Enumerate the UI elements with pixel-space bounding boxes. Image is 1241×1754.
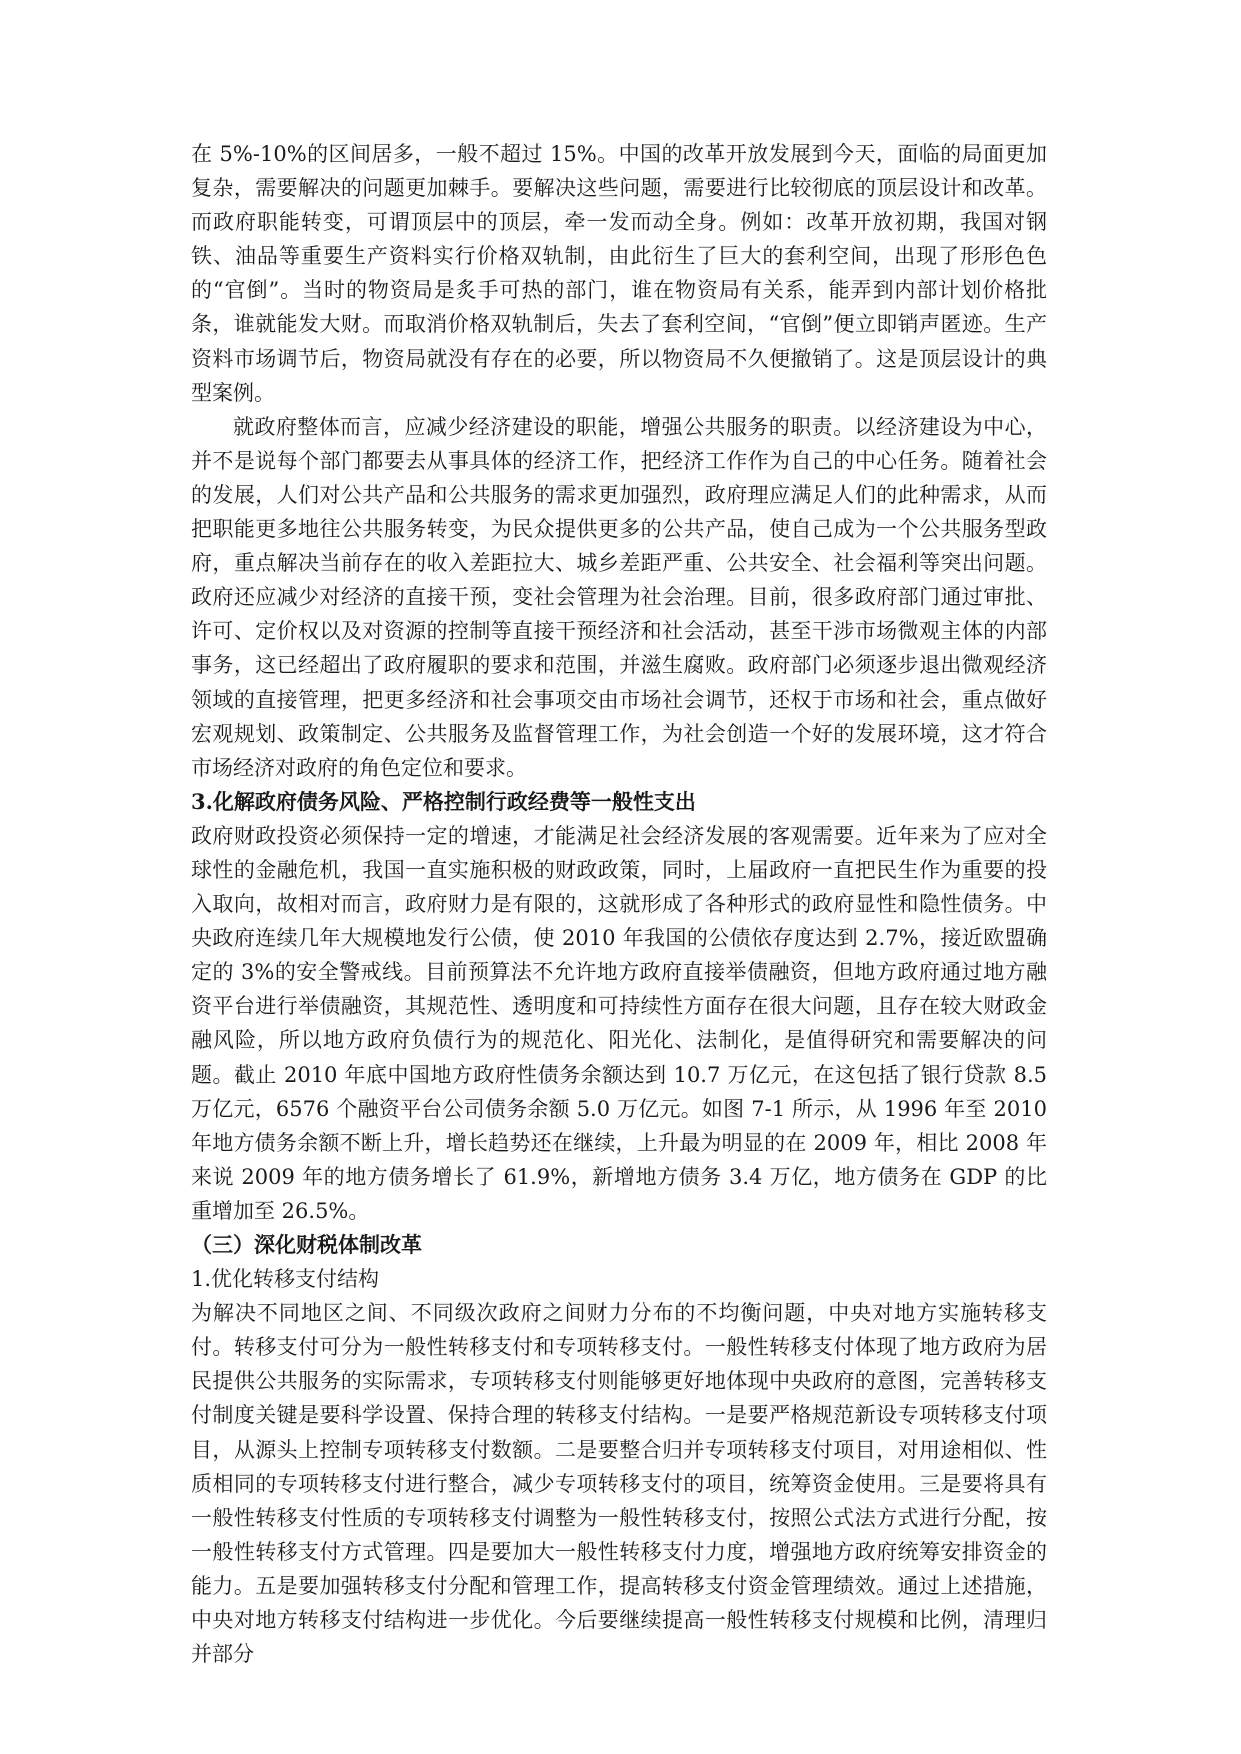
section-heading-fiscal-reform: （三）深化财税体制改革 xyxy=(191,1232,422,1257)
paragraph-government-functions: 就政府整体而言，应减少经济建设的职能，增强公共服务的职责。以经济建设为中心，并不是说每个部门都要去从事具体的经济工作，把经济工作作为自己的中心任务。随着社会的发展，人们对公共产品和公共服务的需求更加强烈，政府理应满足人们的此种需求，从而把职能更多地往公共服务转变，为民众提供更多的公共产品，使自己成为一个公共服务型政府，重点解决当前存在的收入差距拉大、城乡差距严重、公共安全、社会福利等突出问题。政府还应减少对经济的直接干预，变社会管理为社会治理。目前，很多政府部门通过审批、许可、定价权以及对资源的控制等直接干预经济和社会活动，甚至干涉市场微观主体的内部事务，这已经超出了政府履职的要求和范围，并滋生腐败。政府部门必须逐步退出微观经济领域的直接管理，把更多经济和社会事项交由市场社会调节，还权于市场和社会，重点做好宏观规划、政策制定、公共服务及监督管理工作，为社会创造一个好的发展环境，这才符合市场经济对政府的角色定位和要求。 xyxy=(191,414,1047,780)
subheading-transfer-payment: 1.优化转移支付结构 xyxy=(191,1267,380,1292)
paragraph-transfer-payment: 为解决不同地区之间、不同级次政府之间财力分布的不均衡问题，中央对地方实施转移支付。转移支付可分为一般性转移支付和专项转移支付。一般性转移支付体现了地方政府为居民提供公共服务的实际需求，专项转移支付则能够更好地体现中央政府的意图，完善转移支付制度关键是要科学设置、保持合理的转移支付结构。一是要严格规范新设专项转移支付项目，从源头上控制专项转移支付数额。二是要整合归并专项转移支付项目，对用途相似、性质相同的专项转移支付进行整合，减少专项转移支付的项目，统筹资金使用。三是要将具有一般性转移支付性质的专项转移支付调整为一般性转移支付，按照公式法方式进行分配，按一般性转移支付方式管理。四是要加大一般性转移支付力度，增强地方政府统筹安排资金的能力。五是要加强转移支付分配和管理工作，提高转移支付资金管理绩效。通过上述措施，中央对地方转移支付结构进一步优化。今后要继续提高一般性转移支付规模和比例，清理归并部分 xyxy=(191,1301,1047,1667)
document-page xyxy=(191,137,1047,1671)
paragraph-government-debt: 政府财政投资必须保持一定的增速，才能满足社会经济发展的客观需要。近年来为了应对全球性的金融危机，我国一直实施积极的财政政策，同时，上届政府一直把民生作为重要的投入取向，故相对而言，政府财力是有限的，这就形成了各种形式的政府显性和隐性债务。中央政府连续几年大规模地发行公债，使 2010 年我国的公债依存度达到 2.7%，接近欧盟确定的 3%的安全警戒线。目前预算法不允许地方政府直接举债融资，但地方政府通过地方融资平台进行举债融资，其规范性、透明度和可持续性方面存在很大问题，且存在较大财政金融风险，所以地方政府负债行为的规范化、阳光化、法制化，是值得研究和需要解决的问题。截止 2010 年底中国地方政府性债务余额达到 10.7 万亿元，在这包括了银行贷款 8.5 万亿元，6576 个融资平台公司债务余额 5.0 万亿元。如图 7-1 所示，从 1996 年至 2010 年地方债务余额不断上升，增长趋势还在继续，上升最为明显的在 2009 年，相比 2008 年来说 2009 年的地方债务增长了 61.9%，新增地方债务 3.4 万亿，地方债务在 GDP 的比重增加至 26.5%。 xyxy=(191,823,1047,1223)
heading-debt-risk: 3.化解政府债务风险、严格控制行政经费等一般性支出 xyxy=(191,788,696,814)
paragraph-price-dual-track: 在 5%-10%的区间居多，一般不超过 15%。中国的改革开放发展到今天，面临的局面更加复杂，需要解决的问题更加棘手。要解决这些问题，需要进行比较彻底的顶层设计和改革。而政府职能转变，可谓顶层中的顶层，牵一发而动全身。例如：改革开放初期，我国对钢铁、油品等重要生产资料实行价格双轨制，由此衍生了巨大的套利空间，出现了形形色色的“官倒”。当时的物资局是炙手可热的部门，谁在物资局有关系，能弄到内部计划价格批条，谁就能发大财。而取消价格双轨制后，失去了套利空间，“官倒”便立即销声匿迹。生产资料市场调节后，物资局就没有存在的必要，所以物资局不久便撤销了。这是顶层设计的典型案例。 xyxy=(191,142,1047,405)
